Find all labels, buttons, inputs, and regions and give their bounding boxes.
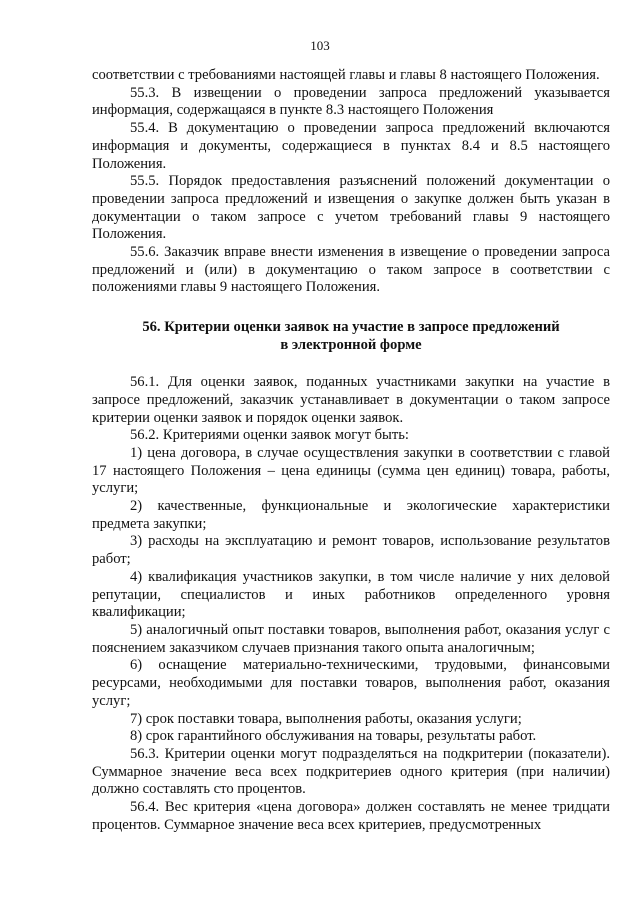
- list-item-4: 4) квалификация участников закупки, в том числе наличие у них деловой репутации, специалистов и иных работников определенного уровня квалификации;: [92, 568, 610, 621]
- list-item-1: 1) цена договора, в случае осуществления закупки в соответствии с главой 17 настоящего Положения – цена единицы (сумма цен единиц) товара, работы, услуги;: [92, 444, 610, 497]
- paragraph-56-3: 56.3. Критерии оценки могут подразделяться на подкритерии (показатели). Суммарное значение веса всех подкритериев одного критерия (при наличии) должно составлять сто процентов.: [92, 745, 610, 798]
- list-item-7: 7) срок поставки товара, выполнения работы, оказания услуги;: [130, 710, 522, 727]
- paragraph-55-6: 55.6. Заказчик вправе внести изменения в извещение о проведении запроса предложений и (или) в документацию о таком запросе в соответствии с положениями главы 9 настоящего Положения.: [92, 244, 610, 296]
- paragraph-56-4: 56.4. Вес критерия «цена договора» должен составлять не менее тридцати процентов. Суммарное значение веса всех критериев, предусмотренных: [92, 799, 610, 833]
- list-item-2: 2) качественные, функциональные и экологические характеристики предмета закупки;: [92, 498, 610, 532]
- paragraph-56-1: 56.1. Для оценки заявок, поданных участниками закупки на участие в запросе предложений, заказчик устанавливает в документации о таком запросе критерии оценки заявок и порядок оценки заявок.: [92, 374, 610, 426]
- paragraph-55-4: 55.4. В документацию о проведении запроса предложений включаются информация и документы, содержащиеся в пунктах 8.4 и 8.5 настоящего Положения.: [92, 120, 610, 172]
- paragraph-55-5: 55.5. Порядок предоставления разъяснений положений документации о проведении запроса предложений и извещения о закупке должен быть указан в документации о таком запросе с учетом требований главы 9 настоящего Положения.: [92, 173, 610, 243]
- paragraph-continuation: соответствии с требованиями настоящей главы и главы 8 настоящего Положения.: [92, 67, 600, 83]
- page-number: 103: [310, 38, 330, 53]
- document-body: [92, 67, 610, 834]
- section-heading-line-1: 56. Критерии оценки заявок на участие в запросе предложений: [142, 319, 560, 336]
- list-item-5: 5) аналогичный опыт поставки товаров, выполнения работ, оказания услуг с пояснением заказчиком случаев признания такого опыта аналогичным;: [92, 621, 610, 656]
- section-heading: [92, 318, 610, 354]
- paragraph-56-2: 56.2. Критериями оценки заявок могут быть:: [130, 427, 409, 444]
- paragraph-55-3: 55.3. В извещении о проведении запроса предложений указывается информация, содержащаяся в пункте 8.3 настоящего Положения: [92, 84, 610, 119]
- section-heading-line-2: в электронной форме: [280, 337, 422, 354]
- list-item-6: 6) оснащение материально-техническими, трудовыми, финансовыми ресурсами, необходимыми для поставки товаров, выполнения работ, оказания услуг;: [92, 657, 610, 709]
- list-item-8: 8) срок гарантийного обслуживания на товары, результаты работ.: [130, 728, 537, 745]
- list-item-3: 3) расходы на эксплуатацию и ремонт товаров, использование результатов работ;: [92, 533, 610, 568]
